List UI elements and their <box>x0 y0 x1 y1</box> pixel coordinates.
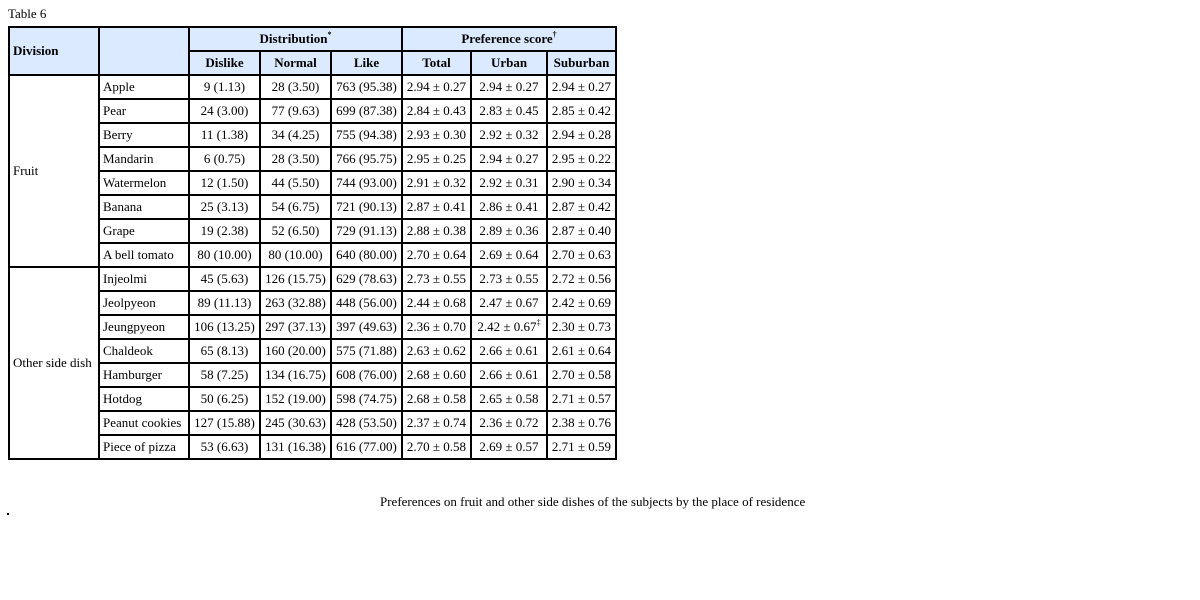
division-cell: Fruit <box>9 75 99 267</box>
total-cell: 2.70 ± 0.64 <box>402 243 471 267</box>
preference-header <box>402 27 616 51</box>
total-cell: 2.93 ± 0.30 <box>402 123 471 147</box>
table-row <box>9 411 616 435</box>
distribution-header-label: Distribution <box>259 31 328 46</box>
table-row <box>9 171 616 195</box>
suburban-cell: 2.94 ± 0.27 <box>547 75 616 99</box>
item-cell: Berry <box>99 123 189 147</box>
suburban-cell: 2.94 ± 0.28 <box>547 123 616 147</box>
total-cell: 2.68 ± 0.60 <box>402 363 471 387</box>
distribution-header <box>189 27 402 51</box>
total-cell: 2.37 ± 0.74 <box>402 411 471 435</box>
table-row <box>9 75 616 99</box>
like-cell: 428 (53.50) <box>331 411 402 435</box>
normal-cell: 80 (10.00) <box>260 243 331 267</box>
like-cell: 721 (90.13) <box>331 195 402 219</box>
item-cell: Grape <box>99 219 189 243</box>
total-cell: 2.36 ± 0.70 <box>402 315 471 339</box>
urban-cell: 2.69 ± 0.64 <box>471 243 547 267</box>
urban-cell: 2.94 ± 0.27 <box>471 75 547 99</box>
preference-header-label: Preference score <box>461 31 553 46</box>
suburban-cell: 2.87 ± 0.40 <box>547 219 616 243</box>
item-cell: Hamburger <box>99 363 189 387</box>
suburban-cell: 2.85 ± 0.42 <box>547 99 616 123</box>
item-cell: Pear <box>99 99 189 123</box>
table-row <box>9 147 616 171</box>
total-cell: 2.70 ± 0.58 <box>402 435 471 459</box>
like-cell: 598 (74.75) <box>331 387 402 411</box>
item-cell: Mandarin <box>99 147 189 171</box>
item-cell: Injeolmi <box>99 267 189 291</box>
suburban-cell: 2.38 ± 0.76 <box>547 411 616 435</box>
like-cell: 729 (91.13) <box>331 219 402 243</box>
preference-table <box>8 26 617 460</box>
item-cell: Peanut cookies <box>99 411 189 435</box>
total-cell: 2.73 ± 0.55 <box>402 267 471 291</box>
normal-cell: 160 (20.00) <box>260 339 331 363</box>
stray-dot <box>7 513 9 515</box>
table-label: Table 6 <box>8 6 47 21</box>
total-cell: 2.91 ± 0.32 <box>402 171 471 195</box>
total-cell: 2.95 ± 0.25 <box>402 147 471 171</box>
normal-cell: 152 (19.00) <box>260 387 331 411</box>
table-caption: Preferences on fruit and other side dishes of the subjects by the place of residence <box>380 494 806 509</box>
item-cell: Piece of pizza <box>99 435 189 459</box>
urban-cell: 2.83 ± 0.45 <box>471 99 547 123</box>
table-body <box>9 75 616 459</box>
suburban-cell: 2.95 ± 0.22 <box>547 147 616 171</box>
like-cell: 575 (71.88) <box>331 339 402 363</box>
normal-cell: 263 (32.88) <box>260 291 331 315</box>
normal-cell: 297 (37.13) <box>260 315 331 339</box>
suburban-cell: 2.71 ± 0.59 <box>547 435 616 459</box>
suburban-cell: 2.87 ± 0.42 <box>547 195 616 219</box>
item-cell: Jeolpyeon <box>99 291 189 315</box>
item-cell: Chaldeok <box>99 339 189 363</box>
table-row <box>9 219 616 243</box>
table-row <box>9 315 616 339</box>
item-cell: Watermelon <box>99 171 189 195</box>
urban-cell: 2.65 ± 0.58 <box>471 387 547 411</box>
like-cell: 448 (56.00) <box>331 291 402 315</box>
table-row <box>9 195 616 219</box>
dislike-cell: 50 (6.25) <box>189 387 260 411</box>
dislike-cell: 12 (1.50) <box>189 171 260 195</box>
normal-cell: 134 (16.75) <box>260 363 331 387</box>
item-cell: Hotdog <box>99 387 189 411</box>
like-cell: 699 (87.38) <box>331 99 402 123</box>
suburban-cell: 2.70 ± 0.63 <box>547 243 616 267</box>
like-header: Like <box>331 51 402 75</box>
urban-cell: 2.66 ± 0.61 <box>471 363 547 387</box>
table-row <box>9 339 616 363</box>
like-cell: 397 (49.63) <box>331 315 402 339</box>
dislike-cell: 45 (5.63) <box>189 267 260 291</box>
normal-cell: 44 (5.50) <box>260 171 331 195</box>
dislike-header: Dislike <box>189 51 260 75</box>
like-cell: 755 (94.38) <box>331 123 402 147</box>
normal-cell: 34 (4.25) <box>260 123 331 147</box>
like-cell: 640 (80.00) <box>331 243 402 267</box>
normal-cell: 77 (9.63) <box>260 99 331 123</box>
table-row <box>9 291 616 315</box>
normal-cell: 54 (6.75) <box>260 195 331 219</box>
dislike-cell: 80 (10.00) <box>189 243 260 267</box>
division-cell: Other side dish <box>9 267 99 459</box>
dislike-cell: 6 (0.75) <box>189 147 260 171</box>
normal-cell: 245 (30.63) <box>260 411 331 435</box>
table-row <box>9 267 616 291</box>
urban-cell: 2.66 ± 0.61 <box>471 339 547 363</box>
dislike-cell: 53 (6.63) <box>189 435 260 459</box>
distribution-footnote-mark: * <box>327 30 332 39</box>
total-cell: 2.63 ± 0.62 <box>402 339 471 363</box>
item-header <box>99 27 189 75</box>
urban-value: 2.42 ± 0.67 <box>477 319 537 334</box>
table-row <box>9 99 616 123</box>
dislike-cell: 25 (3.13) <box>189 195 260 219</box>
dislike-cell: 127 (15.88) <box>189 411 260 435</box>
total-cell: 2.68 ± 0.58 <box>402 387 471 411</box>
normal-cell: 131 (16.38) <box>260 435 331 459</box>
table-row <box>9 123 616 147</box>
table-row <box>9 243 616 267</box>
item-cell: Apple <box>99 75 189 99</box>
dislike-cell: 24 (3.00) <box>189 99 260 123</box>
dislike-cell: 89 (11.13) <box>189 291 260 315</box>
urban-cell: 2.86 ± 0.41 <box>471 195 547 219</box>
header-row-top <box>9 27 616 51</box>
urban-cell: 2.94 ± 0.27 <box>471 147 547 171</box>
dislike-cell: 65 (8.13) <box>189 339 260 363</box>
preference-footnote-mark: † <box>552 30 557 39</box>
normal-cell: 126 (15.75) <box>260 267 331 291</box>
like-cell: 629 (78.63) <box>331 267 402 291</box>
total-cell: 2.94 ± 0.27 <box>402 75 471 99</box>
urban-cell: 2.36 ± 0.72 <box>471 411 547 435</box>
normal-cell: 52 (6.50) <box>260 219 331 243</box>
table-row <box>9 435 616 459</box>
urban-header: Urban <box>471 51 547 75</box>
like-cell: 744 (93.00) <box>331 171 402 195</box>
dislike-cell: 58 (7.25) <box>189 363 260 387</box>
table-row <box>9 363 616 387</box>
suburban-cell: 2.61 ± 0.64 <box>547 339 616 363</box>
like-cell: 766 (95.75) <box>331 147 402 171</box>
like-cell: 608 (76.00) <box>331 363 402 387</box>
item-cell: A bell tomato <box>99 243 189 267</box>
item-cell: Jeungpyeon <box>99 315 189 339</box>
urban-cell <box>471 315 547 339</box>
total-cell: 2.87 ± 0.41 <box>402 195 471 219</box>
total-header: Total <box>402 51 471 75</box>
dislike-cell: 11 (1.38) <box>189 123 260 147</box>
dislike-cell: 106 (13.25) <box>189 315 260 339</box>
like-cell: 616 (77.00) <box>331 435 402 459</box>
urban-cell: 2.92 ± 0.31 <box>471 171 547 195</box>
urban-cell: 2.47 ± 0.67 <box>471 291 547 315</box>
suburban-cell: 2.70 ± 0.58 <box>547 363 616 387</box>
suburban-cell: 2.30 ± 0.73 <box>547 315 616 339</box>
urban-footnote-mark: ‡ <box>536 318 541 327</box>
normal-header: Normal <box>260 51 331 75</box>
total-cell: 2.88 ± 0.38 <box>402 219 471 243</box>
normal-cell: 28 (3.50) <box>260 147 331 171</box>
dislike-cell: 19 (2.38) <box>189 219 260 243</box>
like-cell: 763 (95.38) <box>331 75 402 99</box>
table-row <box>9 387 616 411</box>
total-cell: 2.44 ± 0.68 <box>402 291 471 315</box>
suburban-cell: 2.42 ± 0.69 <box>547 291 616 315</box>
item-cell: Banana <box>99 195 189 219</box>
urban-cell: 2.89 ± 0.36 <box>471 219 547 243</box>
dislike-cell: 9 (1.13) <box>189 75 260 99</box>
division-header: Division <box>9 27 99 75</box>
suburban-cell: 2.71 ± 0.57 <box>547 387 616 411</box>
urban-cell: 2.69 ± 0.57 <box>471 435 547 459</box>
urban-cell: 2.73 ± 0.55 <box>471 267 547 291</box>
suburban-cell: 2.72 ± 0.56 <box>547 267 616 291</box>
suburban-cell: 2.90 ± 0.34 <box>547 171 616 195</box>
total-cell: 2.84 ± 0.43 <box>402 99 471 123</box>
suburban-header: Suburban <box>547 51 616 75</box>
normal-cell: 28 (3.50) <box>260 75 331 99</box>
urban-cell: 2.92 ± 0.32 <box>471 123 547 147</box>
